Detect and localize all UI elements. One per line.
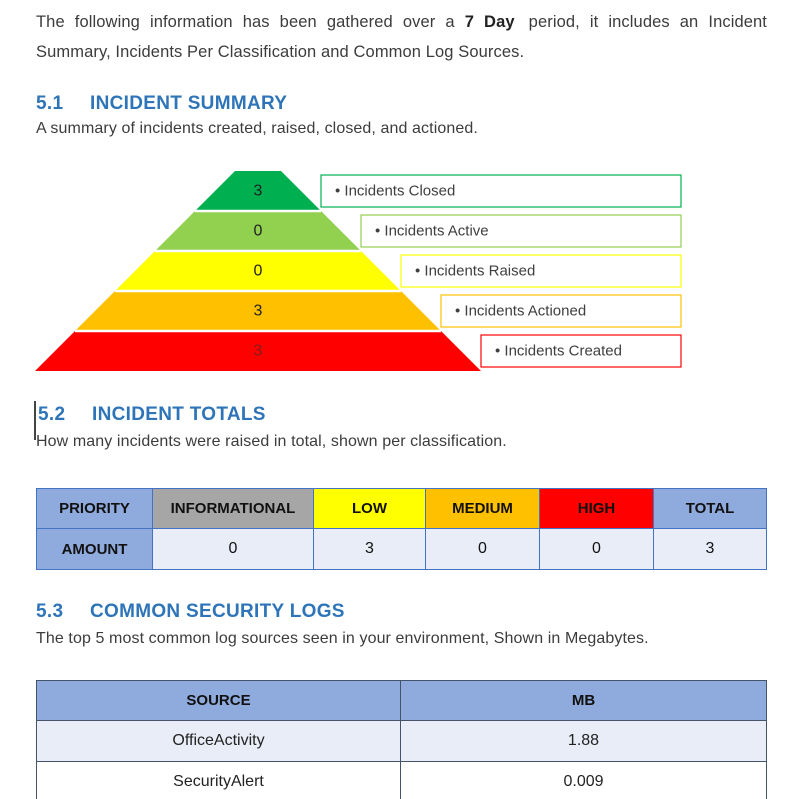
totals-header-total: TOTAL	[654, 489, 767, 529]
logs-row-officeactivity	[37, 721, 767, 762]
incident-totals-table	[36, 488, 767, 570]
logs-header-row	[37, 681, 767, 721]
common-log-sources-table	[36, 680, 767, 799]
pyramid-label-raised: • Incidents Raised	[415, 262, 536, 280]
logs-source-cell: OfficeActivity	[37, 721, 401, 762]
totals-amount-row	[37, 529, 767, 570]
totals-header-informational: INFORMATIONAL	[153, 489, 314, 529]
pyramid-value-active: 0	[253, 222, 263, 240]
totals-header-high: HIGH	[540, 489, 654, 529]
intro-paragraph	[36, 7, 767, 67]
pyramid-label-created: • Incidents Created	[495, 342, 622, 360]
section-5-1-number: 5.1	[36, 93, 64, 114]
totals-header-row	[37, 489, 767, 529]
pyramid-label-active: • Incidents Active	[375, 222, 489, 240]
logs-mb-cell: 0.009	[401, 762, 767, 799]
totals-amount-total: 3	[654, 529, 767, 570]
logs-mb-cell: 1.88	[401, 721, 767, 762]
pyramid-value-closed: 3	[253, 182, 263, 200]
logs-source-cell: SecurityAlert	[37, 762, 401, 799]
section-5-2-number: 5.2	[38, 404, 66, 425]
logs-row-securityalert	[37, 762, 767, 799]
pyramid-value-raised: 0	[253, 262, 263, 280]
totals-header-priority: PRIORITY	[37, 489, 153, 529]
totals-amount-low: 3	[314, 529, 426, 570]
logs-header-source: SOURCE	[37, 681, 401, 721]
section-5-1-subtitle: A summary of incidents created, raised, closed, and actioned.	[36, 120, 478, 137]
totals-header-low: LOW	[314, 489, 426, 529]
pyramid-value-actioned: 3	[253, 302, 263, 320]
section-5-3-number: 5.3	[36, 601, 64, 622]
pyramid-label-closed: • Incidents Closed	[335, 182, 456, 200]
section-5-3-title: COMMON SECURITY LOGS	[90, 601, 345, 622]
intro-text-end: period, it includes an Incident Summary, Incidents Per Classification and Common Log Sources.	[36, 13, 767, 61]
section-5-2-heading	[38, 404, 266, 426]
totals-amount-label: AMOUNT	[37, 529, 153, 570]
pyramid-label-actioned: • Incidents Actioned	[455, 302, 587, 320]
section-5-1-heading	[36, 93, 287, 115]
totals-amount-medium: 0	[426, 529, 540, 570]
totals-amount-informational: 0	[153, 529, 314, 570]
section-5-3-heading	[36, 601, 345, 623]
section-5-3-subtitle: The top 5 most common log sources seen in your environment, Shown in Megabytes.	[36, 630, 649, 647]
logs-header-mb: MB	[401, 681, 767, 721]
section-5-2-title: INCIDENT TOTALS	[92, 404, 266, 425]
incident-summary-pyramid-chart	[35, 171, 683, 371]
section-5-2-subtitle: How many incidents were raised in total, shown per classification.	[36, 433, 507, 450]
totals-amount-high: 0	[540, 529, 654, 570]
intro-period-bold: 7 Day	[464, 13, 515, 31]
intro-text-start: The following information has been gathered over a	[36, 13, 465, 31]
pyramid-value-created: 3	[253, 342, 263, 360]
totals-header-medium: MEDIUM	[426, 489, 540, 529]
section-5-1-title: INCIDENT SUMMARY	[90, 93, 288, 114]
